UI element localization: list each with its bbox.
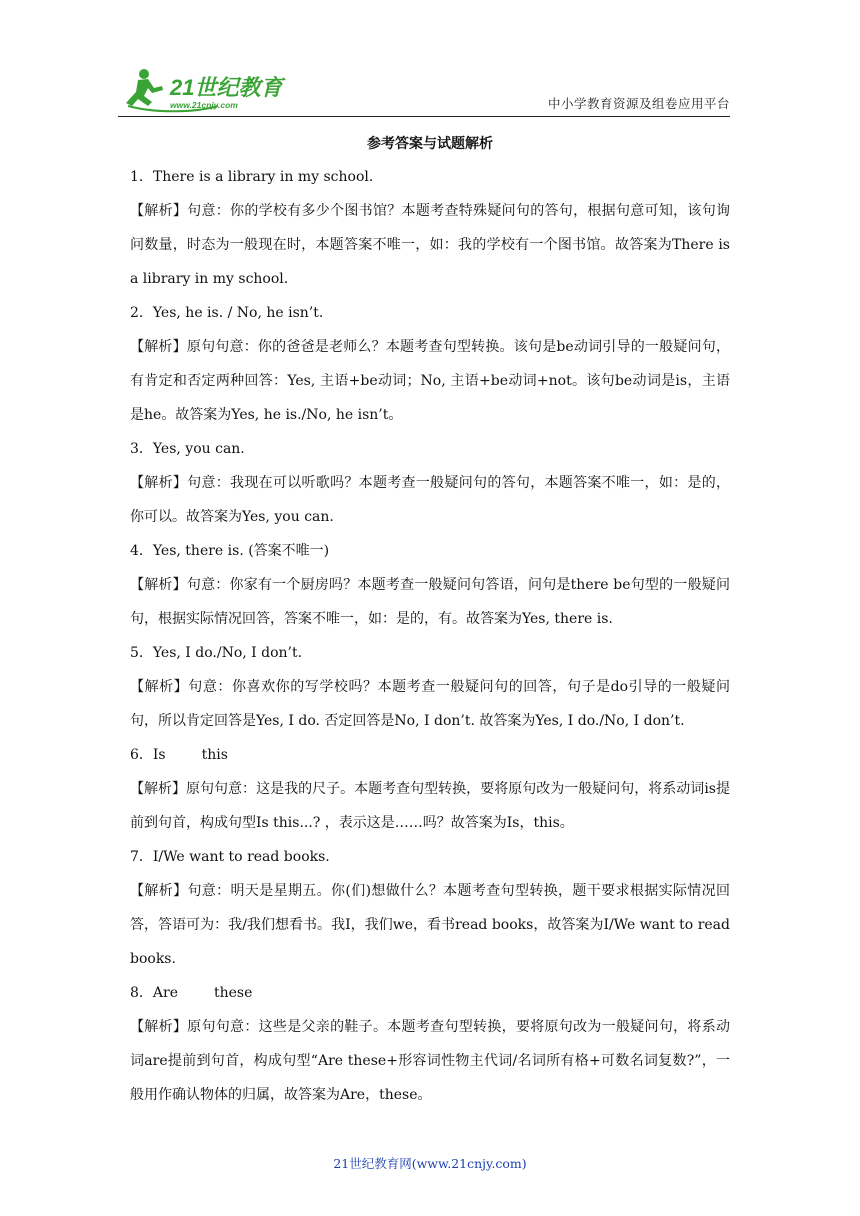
explanation-4 <box>130 568 730 636</box>
explanation-text: 句意：你家有一个厨房吗？本题考查一般疑问句答语，问句是there be句型的一般疑问句，根据实际情况回答，答案不唯一，如：是的，有。故答案为Yes, there is. <box>130 577 731 627</box>
answer-list <box>130 160 730 1112</box>
explanation-tag: 【解析】 <box>130 203 188 219</box>
explanation-1 <box>130 194 730 296</box>
logo-icon <box>118 62 298 114</box>
explanation-tag: 【解析】 <box>130 883 188 899</box>
explanation-2 <box>130 330 730 432</box>
answer-3: 3．Yes, you can. <box>130 441 245 457</box>
explanation-tag: 【解析】 <box>130 577 187 593</box>
page-title: 参考答案与试题解析 <box>367 136 493 152</box>
explanation-text: 句意：你喜欢你的写学校吗？本题考查一般疑问句的回答，句子是do引导的一般疑问句，所以肯定回答是Yes, I do. 否定回答是No, I don’t. 故答案为Yes, I do./No, I don’t. <box>130 679 731 729</box>
explanation-text: 原句句意：这是我的尺子。本题考查句型转换，要将原句改为一般疑问句，将系动词is提前到句首，构成句型Is this...? ，表示这是……吗？故答案为Is，this。 <box>130 781 730 831</box>
explanation-tag: 【解析】 <box>130 1019 188 1035</box>
explanation-tag: 【解析】 <box>130 781 187 797</box>
page-header <box>118 62 730 117</box>
explanation-7 <box>130 874 730 976</box>
explanation-text: 句意：我现在可以听歌吗？本题考查一般疑问句的答句，本题答案不唯一，如：是的，你可以。故答案为Yes, you can. <box>130 475 730 525</box>
answer-8 <box>130 976 730 1010</box>
answer-2: 2．Yes, he is. / No, he isn’t. <box>130 305 324 321</box>
answer-part-a: 8．Are <box>130 985 178 1001</box>
explanation-text: 句意：你的学校有多少个图书馆？本题考查特殊疑问句的答句，根据句意可知，该句询问数量，时态为一般现在时，本题答案不唯一，如：我的学校有一个图书馆。故答案为There is a library in my school. <box>130 203 730 287</box>
explanation-tag: 【解析】 <box>130 679 189 695</box>
svg-text:21世纪教育: 21世纪教育 <box>170 75 283 100</box>
svg-text:www.21cnjy.com: www.21cnjy.com <box>170 100 238 110</box>
answer-4: 4．Yes, there is. (答案不唯一) <box>130 543 330 559</box>
explanation-8 <box>130 1010 730 1112</box>
explanation-tag: 【解析】 <box>130 475 188 491</box>
explanation-5 <box>130 670 730 738</box>
answer-part-a: 6．Is <box>130 747 166 763</box>
explanation-3 <box>130 466 730 534</box>
answer-part-b: this <box>201 747 228 763</box>
answer-5: 5．Yes, I do./No, I don’t. <box>130 645 303 661</box>
answer-7: 7．I/We want to read books. <box>130 849 330 865</box>
explanation-text: 原句句意：你的爸爸是老师么？本题考查句型转换。该句是be动词引导的一般疑问句，有肯定和否定两种回答：Yes, 主语+be动词；No, 主语+be动词+not。该句be动词是is，主语是he。故答案为Yes, he is./No, he isn’t。 <box>130 339 731 423</box>
explanation-text: 原句句意：这些是父亲的鞋子。本题考查句型转换，要将原句改为一般疑问句，将系动词are提前到句首，构成句型“Are these+形容词性物主代词/名词所有格+可数名词复数?”，一般用作确认物体的归属，故答案为Are，these。 <box>130 1019 730 1103</box>
answer-part-b: these <box>214 985 253 1001</box>
explanation-6 <box>130 772 730 840</box>
explanation-text: 句意：明天是星期五。你(们)想做什么？本题考查句型转换，题干要求根据实际情况回答，答语可为：我/我们想看书。我I，我们we，看书read books，故答案为I/We want to read books. <box>130 883 731 967</box>
answer-1: 1．There is a library in my school. <box>130 169 374 185</box>
answer-6 <box>130 738 730 772</box>
page-footer[interactable]: 21世纪教育网(www.21cnjy.com) <box>333 1156 527 1171</box>
platform-name: 中小学教育资源及组卷应用平台 <box>547 96 730 111</box>
explanation-tag: 【解析】 <box>130 339 187 355</box>
